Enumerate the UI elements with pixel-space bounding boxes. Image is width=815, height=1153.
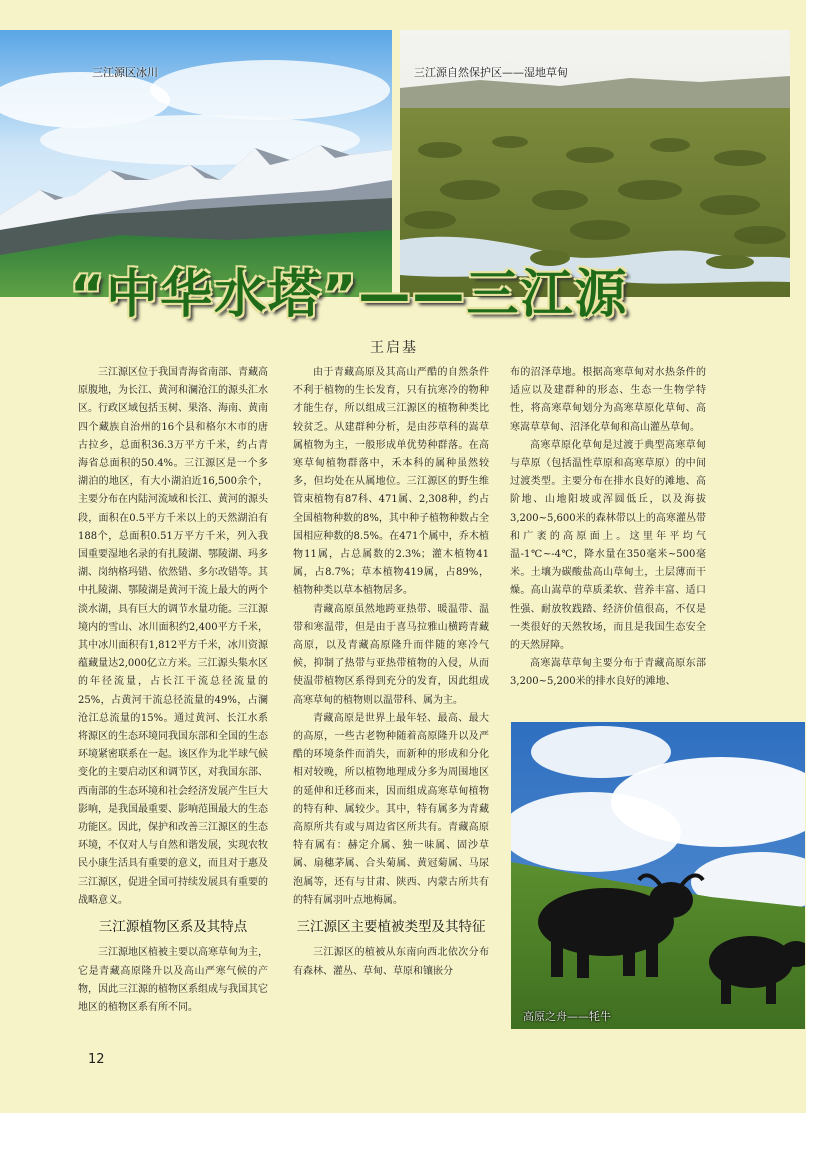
text-column-3: [510, 364, 706, 692]
text-column-1: [78, 364, 268, 1017]
page-number: 12: [88, 1052, 105, 1067]
paragraph: 布的沼泽草地。根据高寒草甸对水热条件的适应以及建群种的形态、生态一生物学特性，将高寒草甸划分为高寒草原化草甸、高寒嵩草草甸、沼泽化草甸和高山灌丛草甸。: [510, 367, 706, 433]
article-title: “中华水塔”——三江源: [70, 265, 629, 325]
author-name: 王启基: [370, 340, 418, 356]
paragraph: 三江源区位于我国青海省南部、青藏高原腹地，为长江、黄河和澜沧江的源头汇水区。行政区域包括玉树、果洛、海南、黄南四个藏族自治州的16个县和格尔木市的唐古拉乡，总面积36.3万平方千米，约占青海省总面积的50.4%。三江源区是一个多湖泊的地区，有大小湖泊近16,500余个，主要分布在内陆河流域和长江、黄河的源头段，面积在0.5平方千米以上的天然湖泊有188个，总面积0.51万平方千米，列入我国重要湿地名录的有扎陵湖、鄂陵湖、玛多湖、岗纳格玛错、依然错、多尔改错等。其中扎陵湖、鄂陵湖是黄河干流上最大的两个淡水湖，具有巨大的调节水量功能。三江源境内的雪山、冰川面积约2,400平方千米，其中冰川面积有1,812平方千米，冰川资源蕴藏量达2,000亿立方米。三江源头集水区的年径流量，占长江干流总径流量的25%，占黄河干流总径流量的49%，占澜沧江总流量的15%。通过黄河、长江水系将源区的生态环境同我国东部和全国的生态环境紧密联系在一起。该区作为北半球气候变化的主要启动区和调节区，对我国东部、西南部的生态环境和社会经济发展产生巨大影响，是我国最重要、影响范围最大的生态功能区。因此，保护和改善三江源区的生态环境，不仅对人与自然和谐发展，实现农牧民小康生活具有重要的意义，而且对于惠及三江源区，促进全国可持续发展具有重要的战略意义。: [78, 367, 268, 906]
paragraph: 由于青藏高原及其高山严酷的自然条件不利于植物的生长发育，只有抗寒冷的物种才能生存，所以组成三江源区的植物种类比较贫乏。从建群种分析，是由莎草科的嵩草属植物为主，一般形成单优势种群落。在高寒草甸植物群落中，禾本科的属种虽然较多，但均处在从属地位。三江源区的野生维管束植物有87科、471属、2,308种，约占全国植物种数的8%，其中种子植物种数占全国相应种数的8.5%。在471个属中，乔木植物11属，占总属数的2.3%；灌木植物41属，占8.7%；草本植物419属，占89%，植物种类以草本植物居多。: [293, 367, 489, 597]
text-column-2: [293, 364, 489, 981]
wetland-caption: 三江源自然保护区——湿地草甸: [414, 66, 568, 79]
section-heading-vegetation: 三江源区主要植被类型及其特征: [296, 919, 486, 936]
section-heading-flora: 三江源植物区系及其特点: [98, 919, 248, 936]
glacier-caption: 三江源区冰川: [92, 66, 158, 79]
paragraph: 青藏高原是世界上最年轻、最高、最大的高原，一些古老物种随着高原隆升以及严酷的环境条件而消失，而新种的形成和分化相对较晚，所以植物地理成分多为周围地区的延伸和迁移而来，因而组成高寒草甸植物的特有种、属较少。其中，特有属多为青藏高原所共有或与周边省区所共有。青藏高原特有属有：赫定介属、独一味属、固沙草属、扇穗茅属、合头菊属、黄冠菊属、马尿泡属等，还有与甘肃、陕西、内蒙古所共有的特有属羽叶点地梅属。: [293, 712, 489, 906]
paragraph: 青藏高原虽然地跨亚热带、暖温带、温带和寒温带，但是由于喜马拉雅山横跨青藏高原，以及青藏高原隆升而伴随的寒冷气候，抑制了热带与亚热带植物的入侵，从而使温带植物区系得到充分的发育，因此组成高寒草甸的植物则以温带科、属为主。: [293, 603, 489, 706]
yak-caption: 高原之舟——牦牛: [523, 1010, 611, 1023]
paragraph: 三江源地区植被主要以高寒草甸为主，它是青藏高原隆升以及高山严寒气候的产物，因此三江源的植物区系组成与我国其它地区的植物区系有所不同。: [78, 947, 268, 1013]
paragraph: 高寒草原化草甸是过渡于典型高寒草甸与草原（包括温性草原和高寒草原）的中间过渡类型。主要分布在排水良好的滩地、高阶地、山地阳坡或浑圆低丘，以及海拔3,200~5,600米的森林带以上的高寒灌丛带和广袤的高原面上。这里年平均气温-1℃~-4℃，降水量在350毫米~500毫米。土壤为碳酸盐高山草甸土，土层薄而干燥。高山嵩草的草质柔软、营养丰富、适口性强、耐放牧践踏、经济价值很高，不仅是一类很好的天然牧场，而且是我国生态安全的天然屏障。: [510, 439, 706, 652]
paragraph: 三江源区的植被从东南向西北依次分布有森林、灌丛、草甸、草原和镶嵌分: [293, 947, 489, 977]
paragraph: 高寒嵩草草甸主要分布于青藏高原东部3,200~5,200米的排水良好的滩地、: [510, 658, 706, 688]
yak-illustration: [511, 722, 805, 1029]
yak-photo: [511, 722, 805, 1029]
